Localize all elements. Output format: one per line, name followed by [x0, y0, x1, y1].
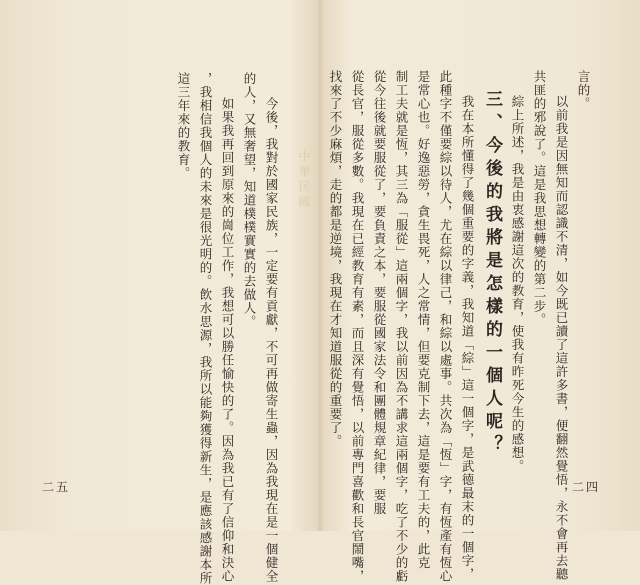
- text-line: 從長官，服從多數。我現在已經教育有素，而且深有覺悟，以前專門喜歡和長官鬧嘴，: [350, 70, 365, 583]
- text-line: 言的。: [576, 70, 591, 111]
- text-line: ，我相信我個人的未來是很光明的。飲水思源，我所以能夠獲得新生，是應該感謝本所: [198, 72, 213, 585]
- text-line: 是常心也。好逸惡勞，貪生畏死，人之常情，但要克制下去，這是要有工夫的，此克: [416, 70, 431, 570]
- text-line: 從今往後就要服從了，要負責之本，要服從國家法令和團體規章紀律，要服: [372, 70, 387, 516]
- page-number: 二五: [42, 480, 71, 494]
- text-line: 找來了不少麻煩，走的都是逆境，我現在才知道服從的重要了。: [328, 70, 343, 448]
- text-line: 共匪的邪說了。這是我思想轉變的第二步。: [532, 70, 547, 327]
- text-line: 如果我再回到原來的崗位工作，我想可以勝任愉快的了。因為我已有了信仰和決心: [220, 97, 235, 583]
- faint-stamp-watermark: 中華民國: [297, 150, 311, 210]
- text-line: 以前我是因無知而認識不清，如今既已讀了這許多書，便翻然覺悟，永不會再去聽: [554, 95, 569, 581]
- text-line: 的人，又無奢望，知道樸樸實實的去做人。: [242, 72, 257, 329]
- page-number: 二四: [571, 480, 600, 494]
- right-page: [320, 0, 640, 583]
- section-heading: 三、今後的我將是怎樣的一個人呢？: [482, 90, 502, 459]
- text-line: 綜上所述，我是由衷感謝這次的教育，使我有昨死今生的感想。: [510, 95, 525, 473]
- text-line: 此種字不僅要綜以待人，尤在綜以律己，和綜以處事。共次為「恆」字，有恆產有恆心: [438, 70, 453, 583]
- left-page-text: [172, 72, 282, 585]
- text-line: 這三年來的教育。: [176, 72, 191, 180]
- text-line: 制工夫就是恆，其三為「服從」這兩個字，我以前因為不講求這兩個字，吃了不少的虧: [394, 70, 409, 583]
- text-line: 我在本所懂得了幾個重要的字義，我知道「綜」這一個字，是武德最末的一個字，: [460, 95, 475, 581]
- text-line: 今後，我對於國家民族，一定要有貢獻，不可再做寄生蟲，因為我現在是一個健全: [264, 97, 279, 583]
